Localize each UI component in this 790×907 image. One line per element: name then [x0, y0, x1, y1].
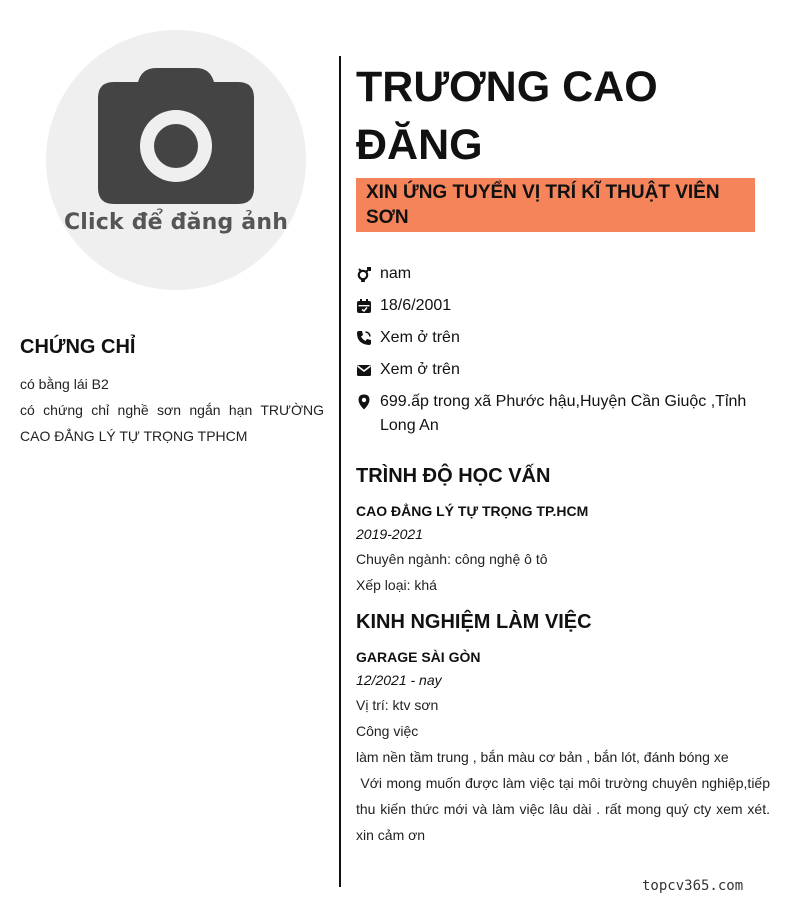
experience-period: 12/2021 - nay: [356, 672, 442, 688]
email-value: Xem ở trên: [380, 361, 460, 378]
career-objective: Với mong muốn được làm việc tại môi trường chuyên nghiệp,tiếp thu kiến thức mới và làm việc lâu dài . rất mong quý cty xem xét. xin cảm ơn: [356, 775, 774, 843]
certificate-item: có chứng chỉ nghề sơn ngắn hạn TRƯỜNG CAO ĐẲNG LÝ TỰ TRỌNG TPHCM: [20, 402, 324, 444]
education-title: TRÌNH ĐỘ HỌC VẤN: [356, 465, 551, 487]
experience-title: KINH NGHIỆM LÀM VIỆC: [356, 611, 592, 633]
address-value: 699.ấp trong xã Phước hậu,Huyện Cần Giuộc ,Tỉnh Long An: [380, 393, 747, 434]
education-grade: Xếp loại: khá: [356, 577, 437, 593]
certificates-title: CHỨNG CHỈ: [20, 336, 136, 358]
experience-role: Vị trí: ktv sơn: [356, 697, 439, 713]
gender-row: [356, 262, 770, 286]
education-period: 2019-2021: [356, 526, 423, 542]
gender-value: nam: [380, 265, 412, 282]
certificate-item: có bằng lái B2: [20, 376, 109, 392]
camera-icon: [98, 68, 254, 204]
birthday-value: 18/6/2001: [380, 297, 452, 314]
avatar-upload[interactable]: [46, 30, 306, 290]
certificates-section: [20, 336, 324, 449]
candidate-name: TRƯƠNG CAO ĐĂNG: [356, 63, 658, 169]
phone-icon: [356, 326, 380, 350]
work-label: Công việc: [356, 723, 419, 739]
phone-row: [356, 326, 770, 350]
phone-value: Xem ở trên: [380, 329, 460, 346]
watermark: topcv365.com: [642, 878, 744, 894]
envelope-icon: [356, 358, 380, 382]
birthday-row: [356, 294, 770, 318]
upload-photo-label: Click để đăng ảnh: [63, 210, 289, 235]
company-name: GARAGE SÀI GÒN: [356, 649, 481, 665]
work-duties: làm nền tầm trung , bắn màu cơ bản , bắn lót, đánh bóng xe: [356, 749, 729, 765]
gender-icon: [356, 262, 380, 286]
education-major: Chuyên ngành: công nghệ ô tô: [356, 551, 548, 567]
school-name: CAO ĐẲNG LÝ TỰ TRỌNG TP.HCM: [356, 503, 589, 519]
location-pin-icon: [356, 390, 380, 414]
education-section: [356, 462, 770, 598]
email-row: [356, 358, 770, 382]
calendar-icon: [356, 294, 380, 318]
address-row: [356, 390, 770, 438]
applied-position: XIN ỨNG TUYỂN VỊ TRÍ KĨ THUẬT VIÊN SƠN: [356, 178, 755, 232]
contact-info: [356, 262, 770, 438]
main-column: [356, 58, 774, 848]
column-divider: [339, 56, 341, 887]
experience-section: [356, 608, 774, 848]
